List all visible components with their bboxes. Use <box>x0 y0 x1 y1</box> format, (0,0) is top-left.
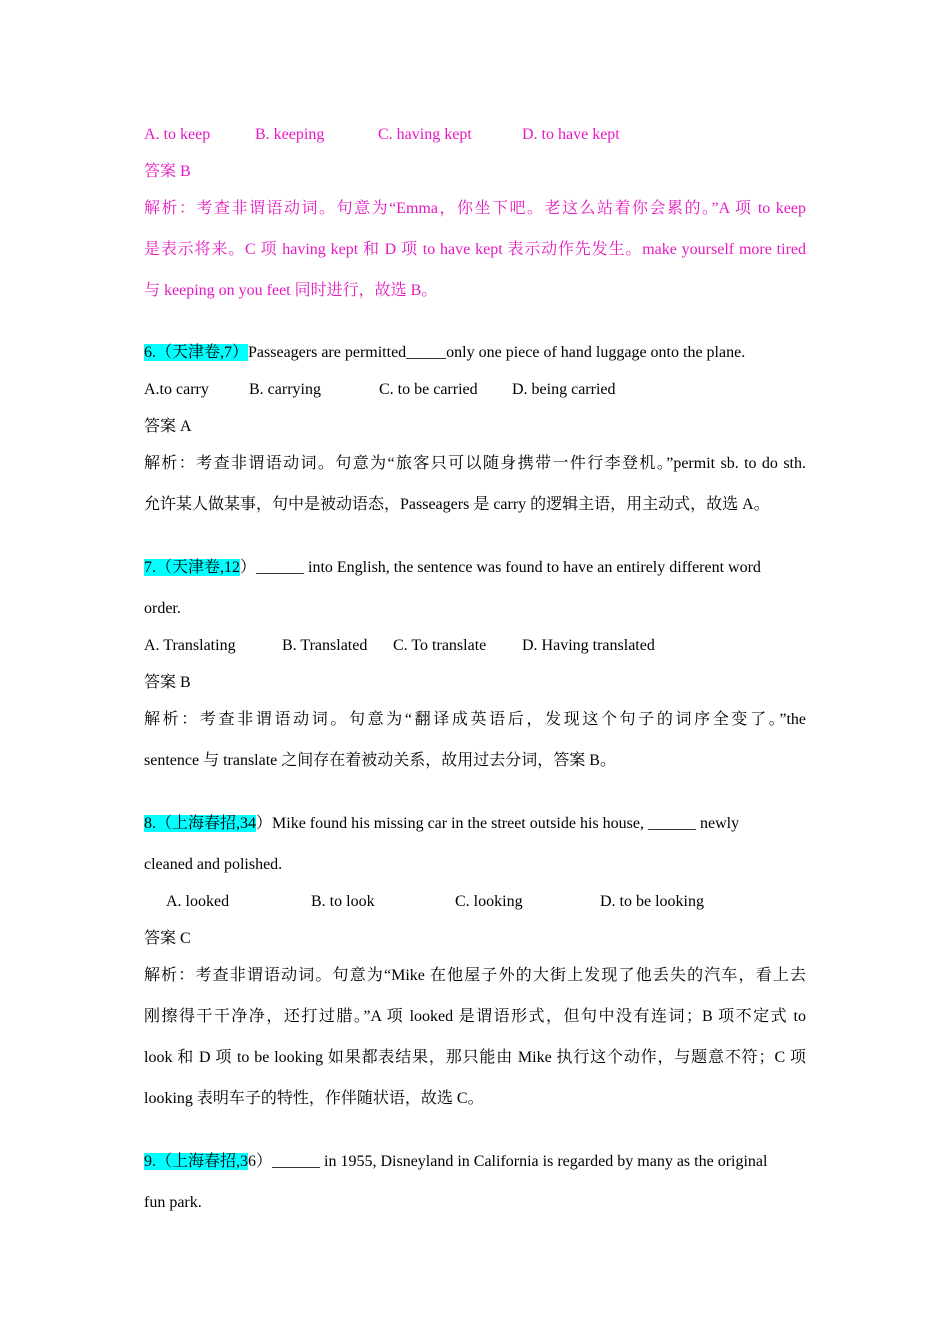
q8-stem-line-2: cleaned and polished. <box>144 856 283 873</box>
q7-option-c: C. To translate <box>393 637 487 654</box>
q7-stem-line-2: order. <box>144 600 181 617</box>
q9-stem-line-2: fun park. <box>144 1194 202 1211</box>
q7-stem-text: ）______ into English, the sentence was found to have an entirely different word <box>240 559 761 576</box>
q6-answer: 答案 A <box>144 418 192 435</box>
q6-option-d: D. being carried <box>512 381 616 398</box>
q8-analysis-line-2: 刚擦得干干净净，还打过腊。”A 项 looked 是谓语形式，但句中没有连词；B 项不定式 to <box>144 1008 806 1025</box>
q8-answer: 答案 C <box>144 930 191 947</box>
q6-option-b: B. carrying <box>249 381 321 398</box>
q8-option-b: B. to look <box>311 893 375 910</box>
q7-option-d: D. Having translated <box>522 637 655 654</box>
q7-source-tag: 7.（天津卷,12 <box>144 559 241 576</box>
q8-analysis-line-4: looking 表明车子的特性，作伴随状语，故选 C。 <box>144 1090 484 1107</box>
q8-stem-text: ）Mike found his missing car in the street outside his house, ______ newly <box>256 815 740 832</box>
q5-option-d: D. to have kept <box>522 126 620 143</box>
q8-option-d: D. to be looking <box>600 893 704 910</box>
q6-analysis-line-1: 解析：考查非谓语动词。句意为“旅客只可以随身携带一件行李登机。”permit sb. to do sth. <box>144 455 806 472</box>
q5-option-c: C. having kept <box>378 126 472 143</box>
q8-option-a: A. looked <box>166 893 230 910</box>
q5-analysis-line-1: 解析：考查非谓语动词。句意为“Emma，你坐下吧。老这么站着你会累的。”A 项 to keep <box>144 200 806 217</box>
q6-option-c: C. to be carried <box>379 381 478 398</box>
q7-option-b: B. Translated <box>282 637 368 654</box>
q8-analysis-line-1: 解析：考查非谓语动词。句意为“Mike 在他屋子外的大街上发现了他丢失的汽车，看上去 <box>144 967 806 984</box>
q7-option-a: A. Translating <box>144 637 236 654</box>
q7-analysis-line-2: sentence 与 translate 之间存在着被动关系，故用过去分词，答案 B。 <box>144 752 616 769</box>
q5-option-a: A. to keep <box>144 126 211 143</box>
q9-source-tag: 9.（上海春招,3 <box>144 1153 249 1170</box>
q7-answer: 答案 B <box>144 674 191 691</box>
q7-stem <box>144 557 761 579</box>
q6-option-a: A.to carry <box>144 381 209 398</box>
q9-stem-text: 6）______ in 1955, Disneyland in California is regarded by many as the original <box>248 1153 768 1170</box>
q7-analysis-line-1: 解析：考查非谓语动词。句意为“翻译成英语后，发现这个句子的词序全变了。”the <box>144 711 806 728</box>
q6-source-tag: 6.（天津卷,7） <box>144 344 249 361</box>
q6-stem-text: Passeagers are permitted_____only one piece of hand luggage onto the plane. <box>248 344 746 361</box>
q5-analysis-line-3: 与 keeping on you feet 同时进行，故选 B。 <box>144 282 438 299</box>
q5-analysis-line-2: 是表示将来。C 项 having kept 和 D 项 to have kept 表示动作先发生。make yourself more tired <box>144 241 806 258</box>
q8-analysis-line-3: look 和 D 项 to be looking 如果都表结果，那只能由 Mike 执行这个动作，与题意不符；C 项 <box>144 1049 806 1066</box>
q6-stem <box>144 342 745 364</box>
q5-answer: 答案 B <box>144 163 191 180</box>
q8-source-tag: 8.（上海春招,34 <box>144 815 257 832</box>
q8-option-c: C. looking <box>455 893 523 910</box>
q5-option-b: B. keeping <box>255 126 325 143</box>
q9-stem <box>144 1151 767 1173</box>
q6-analysis-line-2: 允许某人做某事，句中是被动语态，Passeagers 是 carry 的逻辑主语，用主动式，故选 A。 <box>144 496 770 513</box>
q8-stem <box>144 813 739 835</box>
